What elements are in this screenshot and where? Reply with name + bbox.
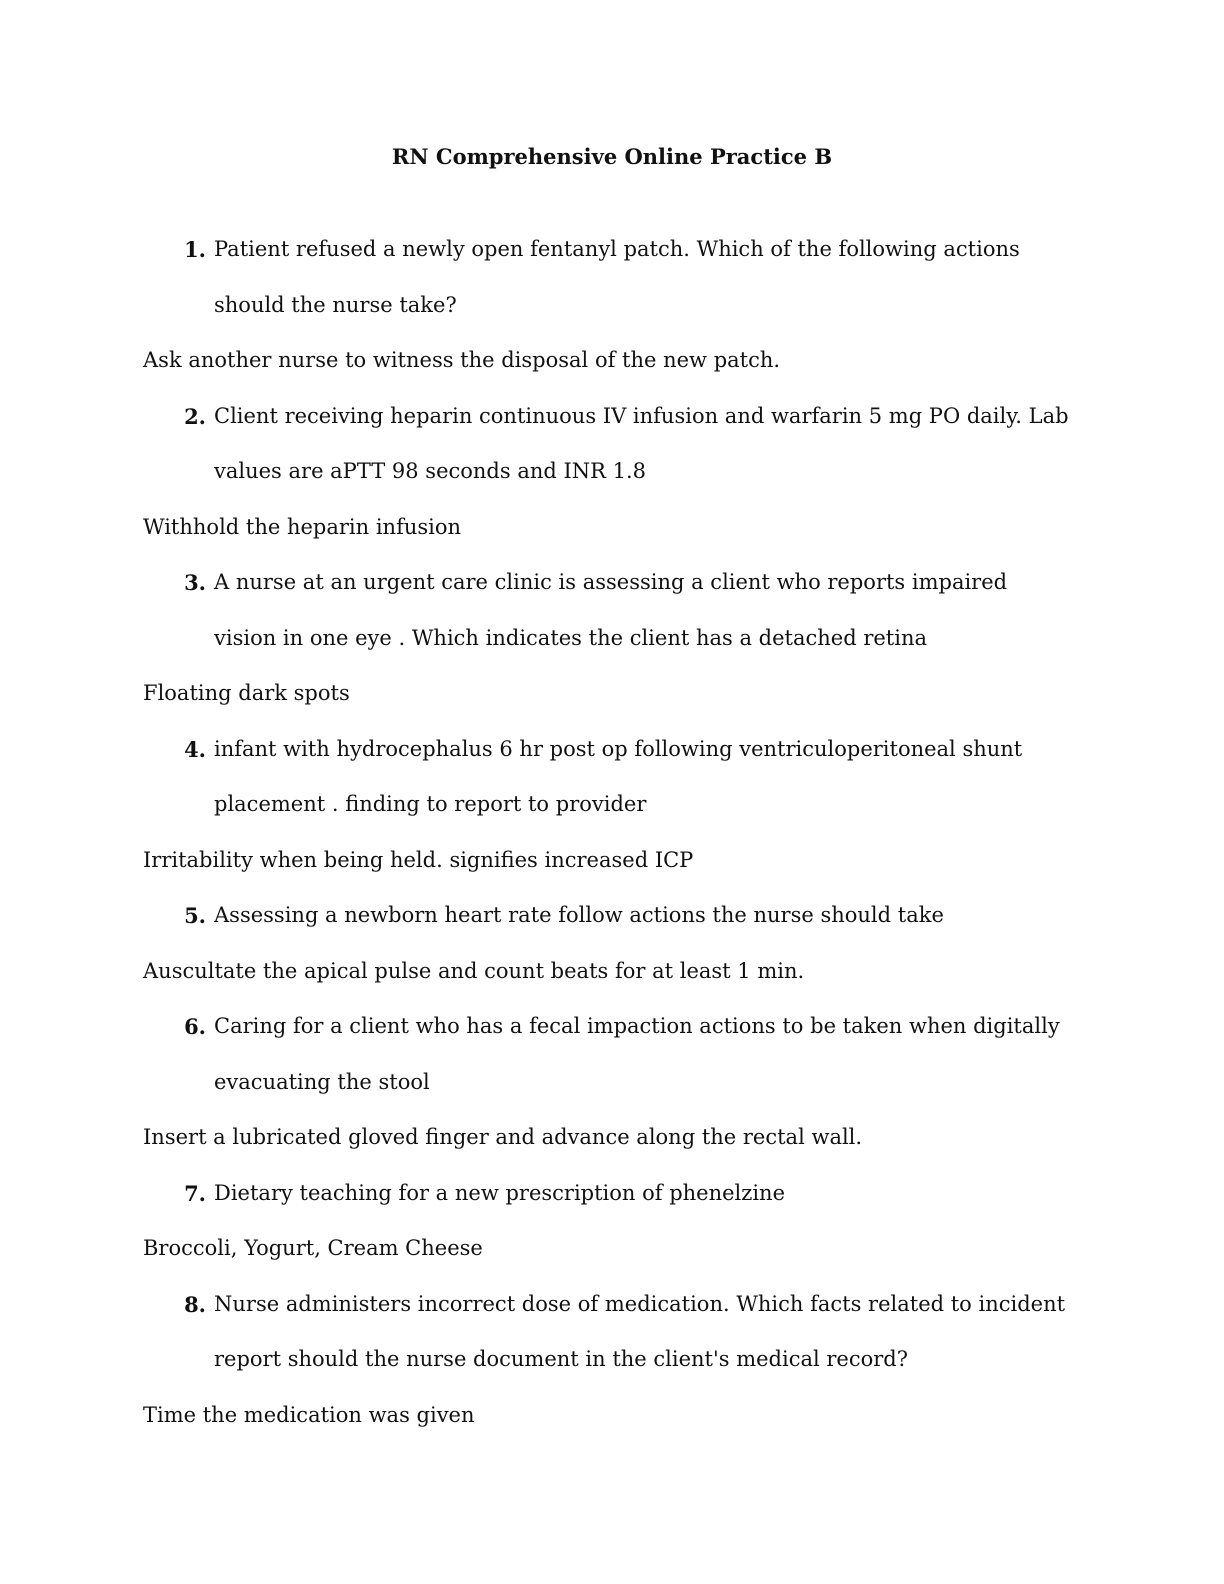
question-item-1 [184,222,1074,333]
question-number: 3. [184,570,206,595]
question-text: Client receiving heparin continuous IV infusion and warfarin 5 mg PO daily. Lab values are aPTT 98 seconds and INR 1.8 [214,403,1069,483]
question-number: 7. [184,1180,206,1206]
question-text: Nurse administers incorrect dose of medication. Which facts related to incident report should the nurse document in the client's medical record? [214,1291,1066,1371]
answer-text: Insert a lubricated gloved finger and advance along the rectal wall. [143,1125,863,1149]
answer-text: Ask another nurse to witness the disposal of the new patch. [143,348,781,372]
document-title: RN Comprehensive Online Practice B [391,144,833,169]
answer-text: Floating dark spots [143,681,350,705]
question-item-5 [184,888,1074,944]
question-item-8 [184,1277,1074,1388]
answer-text: Time the medication was given [143,1402,475,1427]
question-item-2 [184,389,1074,500]
question-text: Dietary teaching for a new prescription of phenelzine [214,1180,786,1205]
question-item-4 [184,722,1074,833]
question-text: Patient refused a newly open fentanyl patch. Which of the following actions should the nurse take? [214,237,1020,317]
question-number: 1. [184,237,206,262]
question-text: Assessing a newborn heart rate follow actions the nurse should take [214,903,944,927]
answer-text: Broccoli, Yogurt, Cream Cheese [143,1236,483,1260]
question-item-6 [184,999,1074,1110]
question-number: 6. [184,1014,206,1039]
answer-text: Irritability when being held. signifies increased ICP [143,847,694,872]
answer-text: Withhold the heparin infusion [143,514,462,539]
question-item-3 [184,555,1074,666]
answer-text: Auscultate the apical pulse and count beats for at least 1 min. [143,958,805,983]
question-number: 8. [184,1291,206,1317]
question-text: A nurse at an urgent care clinic is assessing a client who reports impaired vision in one eye . Which indicates the client has a detached retina [214,570,1008,650]
question-number: 5. [184,903,206,928]
question-text: Caring for a client who has a fecal impaction actions to be taken when digitally evacuating the stool [214,1014,1060,1094]
question-list [0,222,1224,1443]
question-number: 4. [184,736,206,762]
question-number: 2. [184,403,206,429]
question-text: infant with hydrocephalus 6 hr post op following ventriculoperitoneal shunt placement . finding to report to provider [214,736,1023,816]
question-item-7 [184,1166,1074,1222]
